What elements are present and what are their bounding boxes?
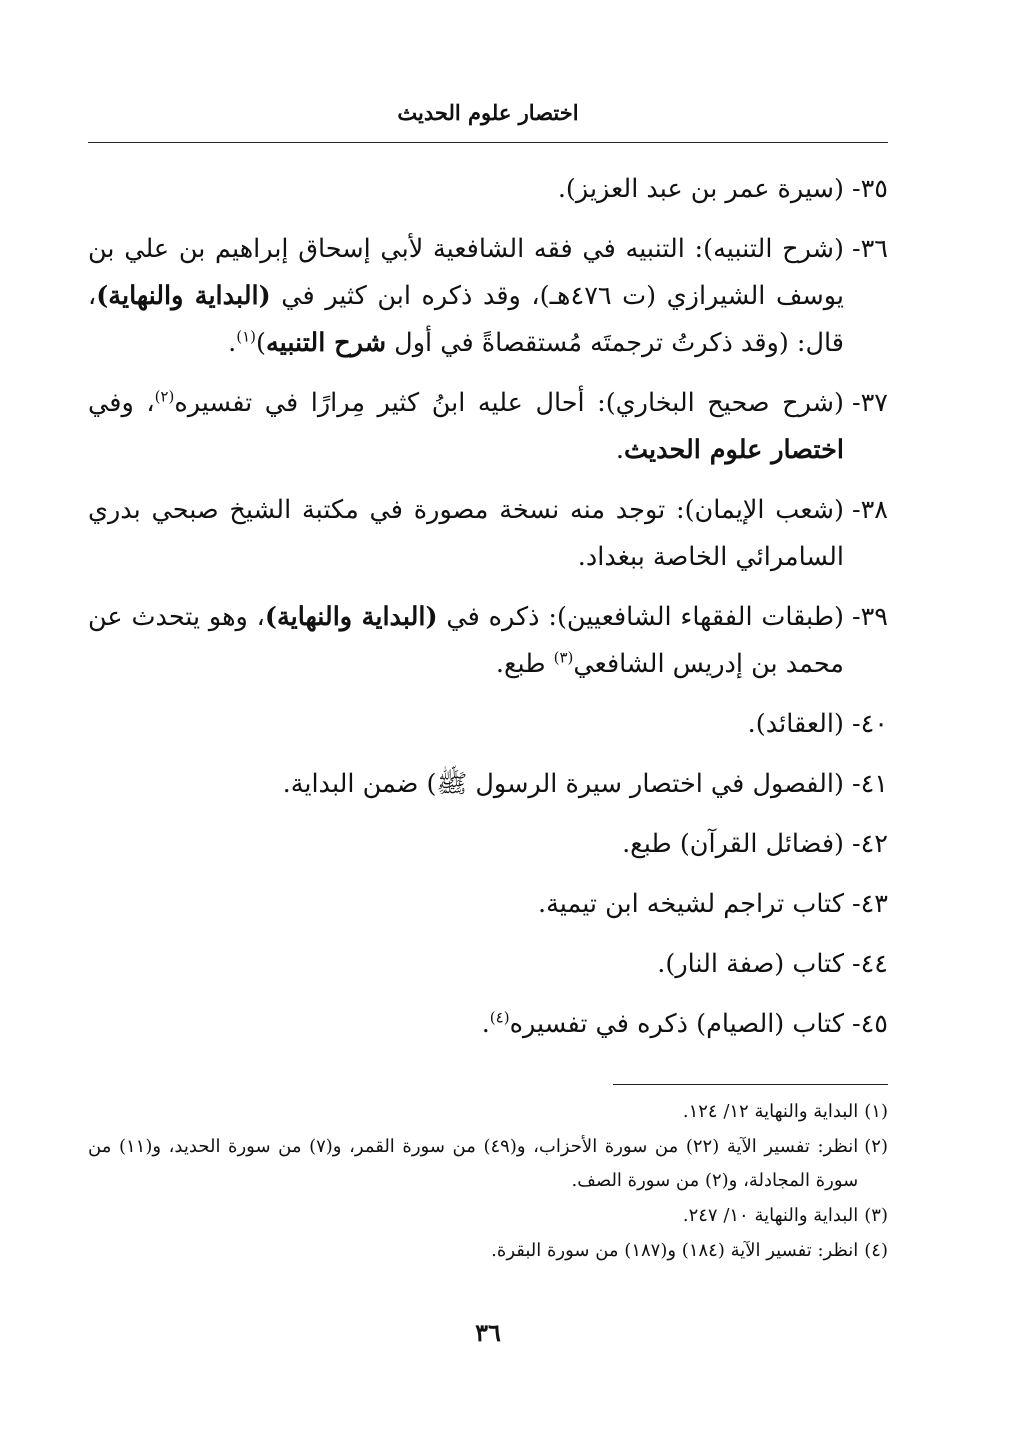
entry-text: (الفصول في اختصار سيرة الرسول ﷺ) ضمن البداية.: [282, 769, 844, 799]
entry-37: [88, 380, 888, 474]
entry-text: (سيرة عمر بن عبد العزيز).: [557, 174, 844, 204]
entry-number: ٤١-: [851, 769, 888, 799]
entry-number: ٣٦-: [851, 234, 888, 264]
bold-reference: اختصار علوم الحديث: [624, 435, 844, 465]
entry-number: ٤٥-: [851, 1009, 888, 1039]
entry-text: كتاب (الصيام) ذكره في تفسيره$^{(٤)}$.: [481, 1008, 844, 1039]
footnote-text: البداية والنهاية ١٠/ ٢٤٧.: [682, 1205, 859, 1226]
entry-number: ٤٠-: [851, 709, 888, 739]
entry-number: ٤٤-: [851, 949, 888, 979]
footnote-text: البداية والنهاية ١٢/ ١٢٤.: [682, 1101, 859, 1122]
entry-text: كتاب (صفة النار).: [657, 949, 844, 979]
footnote-number: (١): [864, 1101, 888, 1122]
footnote-number: (٢): [864, 1136, 888, 1157]
entry-number: ٣٨-: [851, 495, 888, 525]
footnote-rule: [613, 1084, 888, 1085]
entry-text: (شعب الإيمان): توجد منه نسخة مصورة في مكتبة الشيخ صبحي بدري السامرائي الخاصة ببغداد.: [88, 495, 844, 572]
entry-number: ٤٢-: [851, 829, 888, 859]
entry-36: [88, 226, 888, 367]
footnote-marker: (١): [236, 327, 257, 346]
footnote-1: [88, 1095, 888, 1129]
entry-list: [88, 166, 888, 1061]
footnote-marker: (٢): [154, 387, 175, 406]
footnote-4: [88, 1234, 888, 1268]
book-page: [88, 0, 888, 1450]
entry-45: [88, 1001, 888, 1048]
entry-35: [88, 166, 888, 213]
entry-44: [88, 941, 888, 988]
footnote-text: انظر: تفسير الآية (١٨٤) و(١٨٧) من سورة البقرة.: [491, 1240, 859, 1261]
entry-text: (فضائل القرآن) طبع.: [622, 829, 844, 859]
footnote-list: [88, 1095, 888, 1269]
bold-reference: (البداية والنهاية): [264, 602, 438, 632]
entry-text: كتاب تراجم لشيخه ابن تيمية.: [538, 889, 844, 919]
entry-number: ٣٩-: [851, 602, 888, 632]
footnote-marker: (٤): [489, 1008, 510, 1027]
entry-text: (طبقات الفقهاء الشافعيين): ذكره في (البداية والنهاية)، وهو يتحدث عن محمد بن إدريس الشافعي$^{(٣)}$ طبع.: [88, 602, 844, 679]
entry-38: [88, 487, 888, 581]
page-number: ٣٦: [475, 1318, 501, 1347]
running-header: اختصار علوم الحديث: [397, 100, 579, 125]
entry-number: ٣٧-: [851, 388, 888, 418]
entry-43: [88, 881, 888, 928]
entry-40: [88, 701, 888, 748]
entry-42: [88, 821, 888, 868]
footnote-number: (٤): [864, 1240, 888, 1261]
footnote-2: [88, 1130, 888, 1198]
entry-41: [88, 761, 888, 808]
bold-reference: (البداية والنهاية): [96, 281, 271, 311]
entry-number: ٣٥-: [851, 174, 888, 204]
footnote-marker: (٣): [553, 648, 574, 667]
header-rule: [88, 142, 888, 143]
entry-text: (شرح التنبيه): التنبيه في فقه الشافعية لأبي إسحاق إبراهيم بن علي بن يوسف الشيرازي (ت ٤٧٦هـ)، وقد ذكره ابن كثير في (البداية والنهاية)، قال: (وقد ذكرتُ ترجمتَه مُستقصاةً في أول شرح التنبيه)$^{(١)}$.: [88, 234, 844, 358]
entry-text: (شرح صحيح البخاري): أحال عليه ابنُ كثير مِرارًا في تفسيره$^{(٢)}$، وفي اختصار علوم الحديث.: [88, 387, 844, 465]
entry-text: (العقائد).: [747, 709, 844, 739]
entry-number: ٤٣-: [851, 889, 888, 919]
footnote-number: (٣): [864, 1205, 888, 1226]
footnote-text: انظر: تفسير الآية (٢٢) من سورة الأحزاب، و(٤٩) من سورة القمر، و(٧) من سورة الحديد، و(١١) من سورة المجادلة، و(٢) من سورة الصف.: [88, 1136, 859, 1191]
footnote-3: [88, 1199, 888, 1233]
bold-reference: شرح التنبيه: [265, 328, 387, 358]
entry-39: [88, 594, 888, 688]
